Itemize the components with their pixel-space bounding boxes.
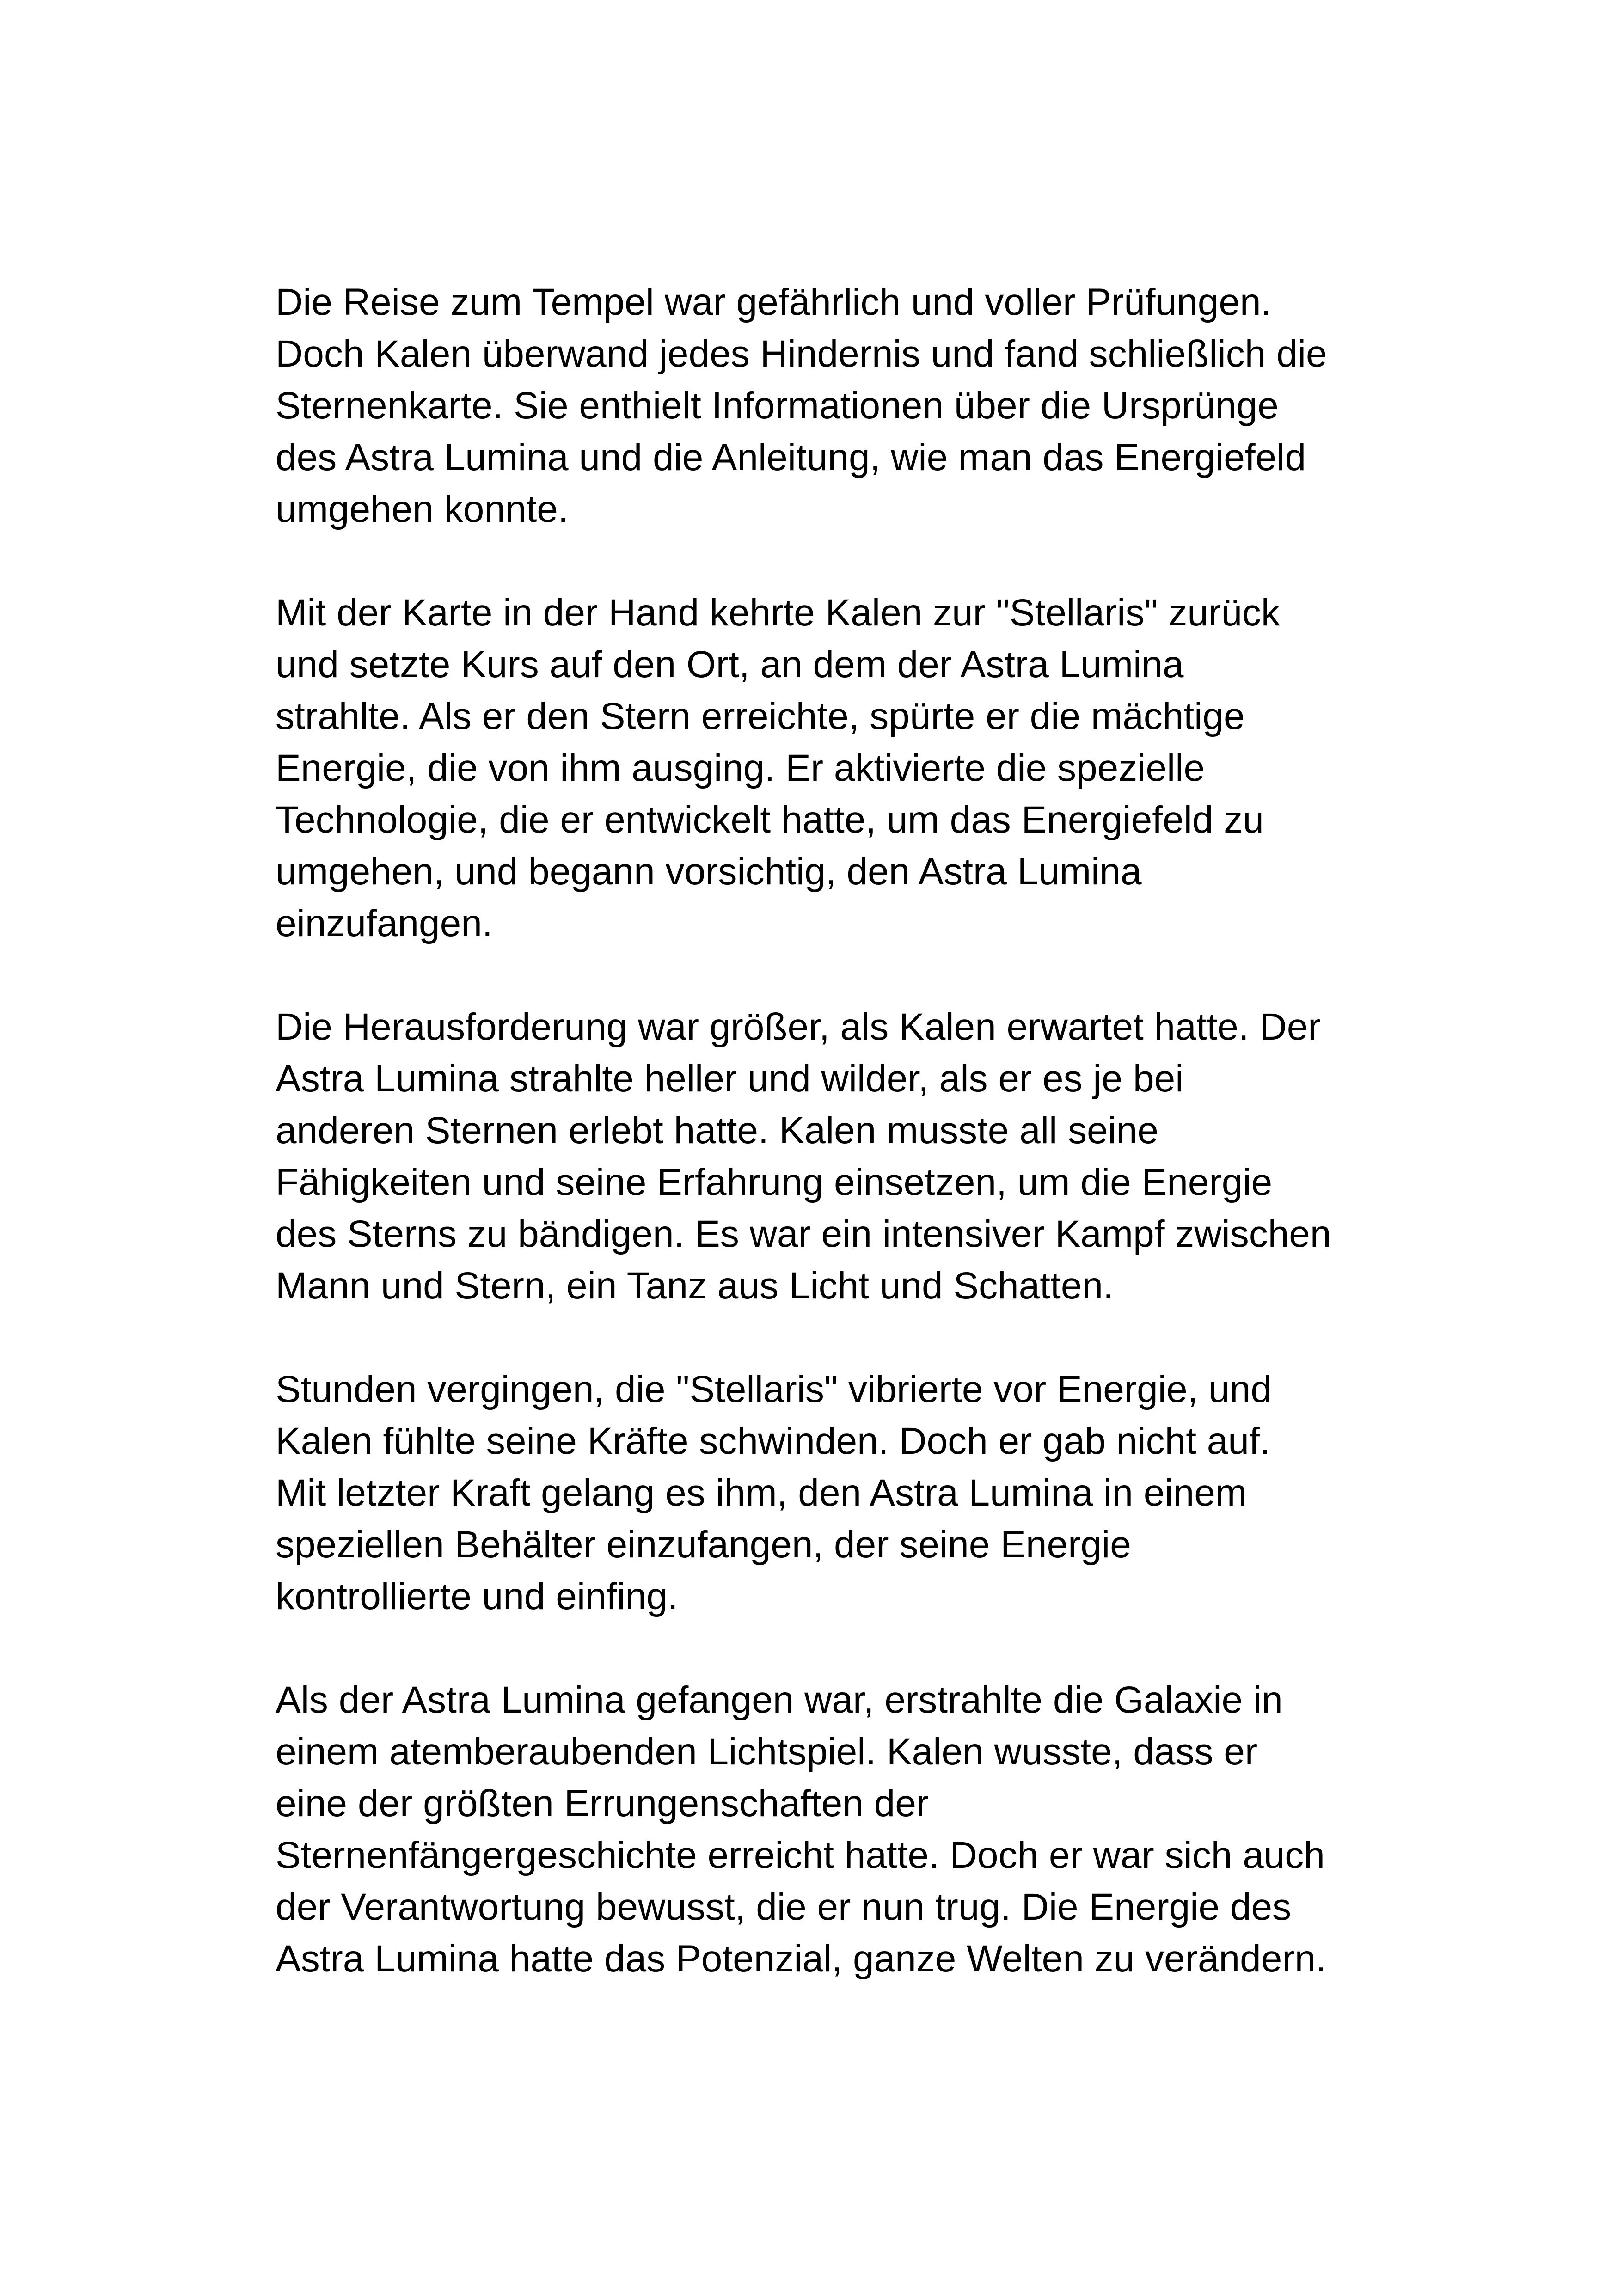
text-line: Stunden vergingen, die "Stellaris" vibrierte vor Energie, und: [276, 1368, 1272, 1410]
text-line: des Sterns zu bändigen. Es war ein intensiver Kampf zwischen: [276, 1213, 1331, 1255]
text-line: der Verantwortung bewusst, die er nun trug. Die Energie des: [276, 1886, 1292, 1928]
text-line: Energie, die von ihm ausging. Er aktivierte die spezielle: [276, 747, 1205, 789]
text-line: Mit der Karte in der Hand kehrte Kalen zur "Stellaris" zurück: [276, 592, 1280, 634]
text-line: kontrollierte und einfing.: [276, 1575, 678, 1617]
text-line: und setzte Kurs auf den Ort, an dem der Astra Lumina: [276, 643, 1184, 686]
text-line: speziellen Behälter einzufangen, der seine Energie: [276, 1524, 1131, 1566]
text-line: umgehen, und begann vorsichtig, den Astra Lumina: [276, 851, 1142, 893]
text-line: Astra Lumina strahlte heller und wilder, als er es je bei: [276, 1058, 1184, 1100]
text-line: Astra Lumina hatte das Potenzial, ganze Welten zu verändern.: [276, 1938, 1327, 1980]
text-line: Mann und Stern, ein Tanz aus Licht und Schatten.: [276, 1265, 1114, 1307]
text-line: strahlte. Als er den Stern erreichte, spürte er die mächtige: [276, 695, 1245, 737]
text-line: Doch Kalen überwand jedes Hindernis und fand schließlich die: [276, 333, 1327, 375]
text-line: Technologie, die er entwickelt hatte, um das Energiefeld zu: [276, 799, 1264, 841]
text-line: Die Reise zum Tempel war gefährlich und voller Prüfungen.: [276, 281, 1272, 323]
text-line: einzufangen.: [276, 902, 493, 944]
text-line: Sternenkarte. Sie enthielt Informationen über die Ursprünge: [276, 385, 1279, 427]
text-line: Als der Astra Lumina gefangen war, erstrahlte die Galaxie in: [276, 1679, 1283, 1721]
text-line: umgehen konnte.: [276, 488, 569, 530]
paragraph-5: [276, 1674, 1385, 1985]
paragraph-4: [276, 1364, 1385, 1623]
text-line: Fähigkeiten und seine Erfahrung einsetzen, um die Energie: [276, 1161, 1273, 1203]
paragraph-3: [276, 1001, 1385, 1312]
paragraph-2: [276, 587, 1385, 949]
document-body: [276, 276, 1385, 1985]
text-line: einem atemberaubenden Lichtspiel. Kalen wusste, dass er: [276, 1731, 1258, 1773]
text-line: Mit letzter Kraft gelang es ihm, den Astra Lumina in einem: [276, 1472, 1247, 1514]
text-line: Sternenfängergeschichte erreicht hatte. Doch er war sich auch: [276, 1834, 1325, 1876]
text-line: anderen Sternen erlebt hatte. Kalen musste all seine: [276, 1109, 1158, 1151]
text-line: Die Herausforderung war größer, als Kalen erwartet hatte. Der: [276, 1006, 1321, 1048]
paragraph-1: [276, 276, 1385, 535]
text-line: Kalen fühlte seine Kräfte schwinden. Doch er gab nicht auf.: [276, 1420, 1270, 1462]
text-line: eine der größten Errungenschaften der: [276, 1782, 929, 1825]
text-line: des Astra Lumina und die Anleitung, wie man das Energiefeld: [276, 436, 1306, 478]
